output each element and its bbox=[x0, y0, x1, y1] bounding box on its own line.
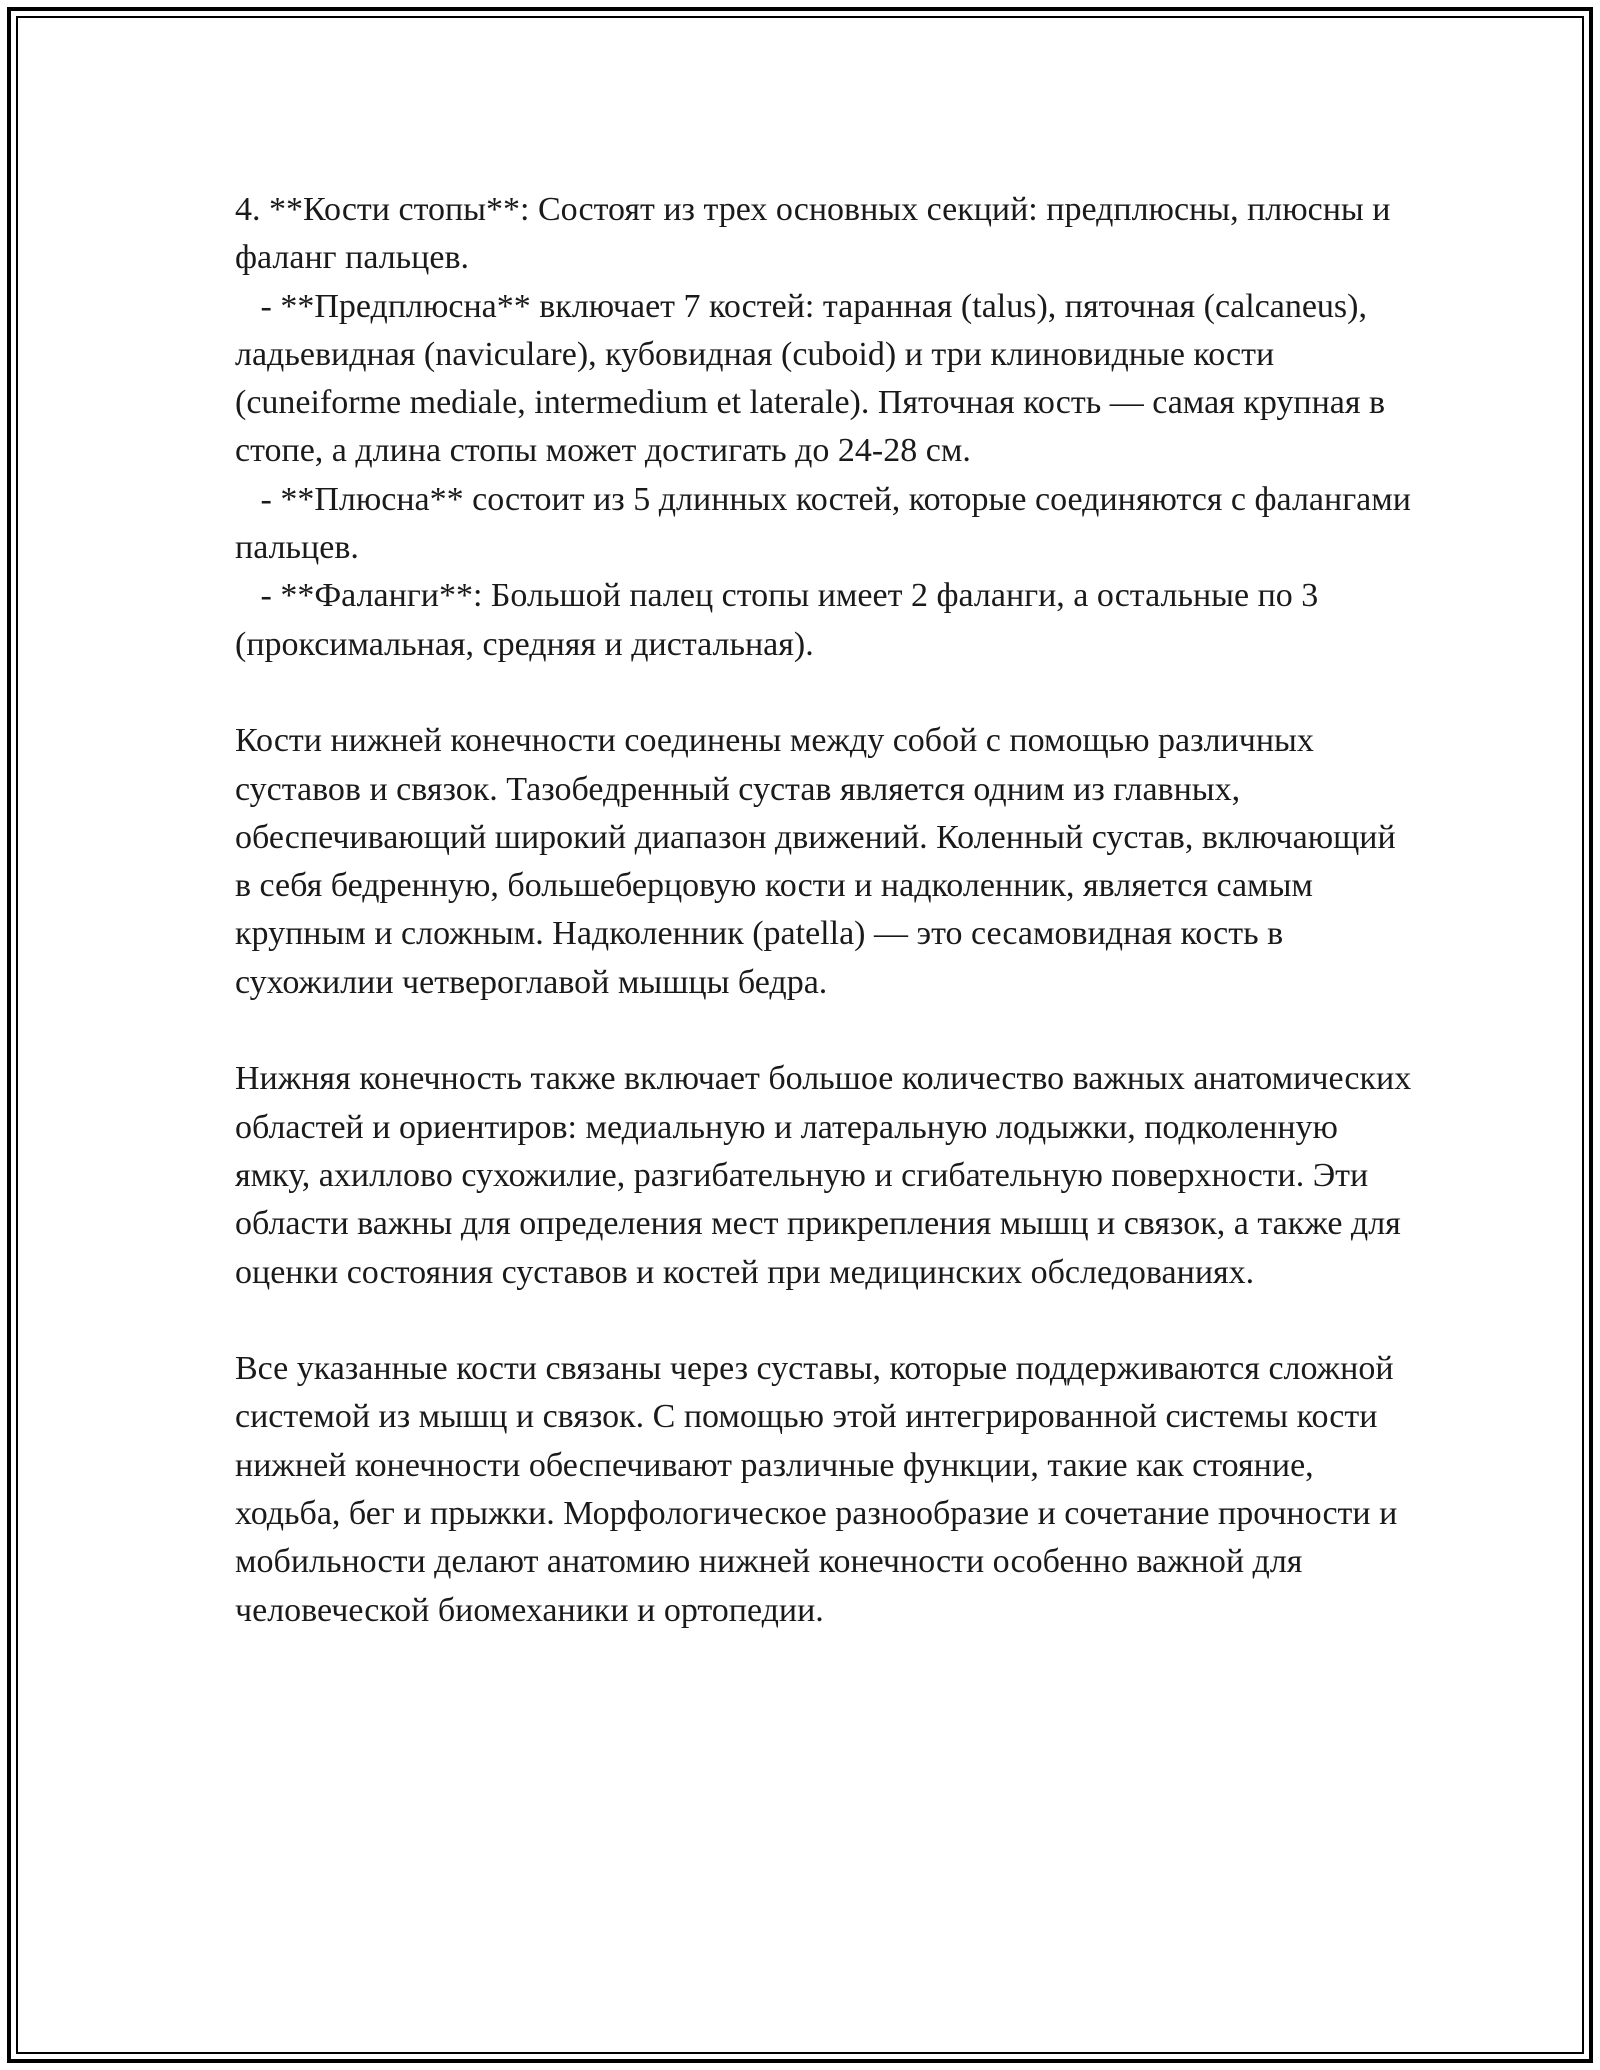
paragraph-spacer bbox=[235, 1297, 1415, 1345]
paragraph-foot-bones: 4. **Кости стопы**: Состоят из трех основных секций: предплюсны, плюсны и фаланг пальцев. - **Предплюсна** включает 7 костей: таранная (talus), пяточная (calcaneus), ладьевидная (naviculare), кубовидная (cuboid) и три клиновидные кости (cuneiforme mediale, intermedium et laterale). Пяточная кость — самая крупная в стопе, а длина стопы может достигать до 24-28 см. - **Плюсна** состоит из 5 длинных костей, которые соединяются с фалангами пальцев. - **Фаланги**: Большой палец стопы имеет 2 фаланги, а остальные по 3 (проксимальная, средняя и дистальная). bbox=[235, 191, 1411, 663]
paragraph-conclusion: Все указанные кости связаны через суставы, которые поддерживаются сложной системой из мышц и связок. С помощью этой интегрированной системы кости нижней конечности обеспечивают различные функции, такие как стояние, ходьба, бег и прыжки. Морфологическое разнообразие и сочетание прочности и мобильности делают анатомию нижней конечности особенно важной для человеческой биомеханики и ортопедии. bbox=[235, 1350, 1406, 1629]
paragraph-spacer bbox=[235, 1007, 1415, 1055]
paragraph-spacer bbox=[235, 669, 1415, 717]
paragraph-anatomical-regions: Нижняя конечность также включает большое количество важных анатомических областей и ориентиров: медиальную и латеральную лодыжки, подколенную ямку, ахиллово сухожилие, разгибательную и сгибательную поверхности. Эти области важны для определения мест прикрепления мышц и связок, а также для оценки состояния суставов и костей при медицинских обследованиях. bbox=[235, 1060, 1420, 1291]
paragraph-joints: Кости нижней конечности соединены между собой с помощью различных суставов и связок. Тазобедренный сустав является одним из главных, обеспечивающий широкий диапазон движений. Коленный сустав, включающий в себя бедренную, большеберцовую кости и надколенник, является самым крупным и сложным. Надколенник (patella) — это сесамовидная кость в сухожилии четвероглавой мышцы бедра. bbox=[235, 722, 1405, 1001]
document-body bbox=[235, 186, 1420, 1635]
